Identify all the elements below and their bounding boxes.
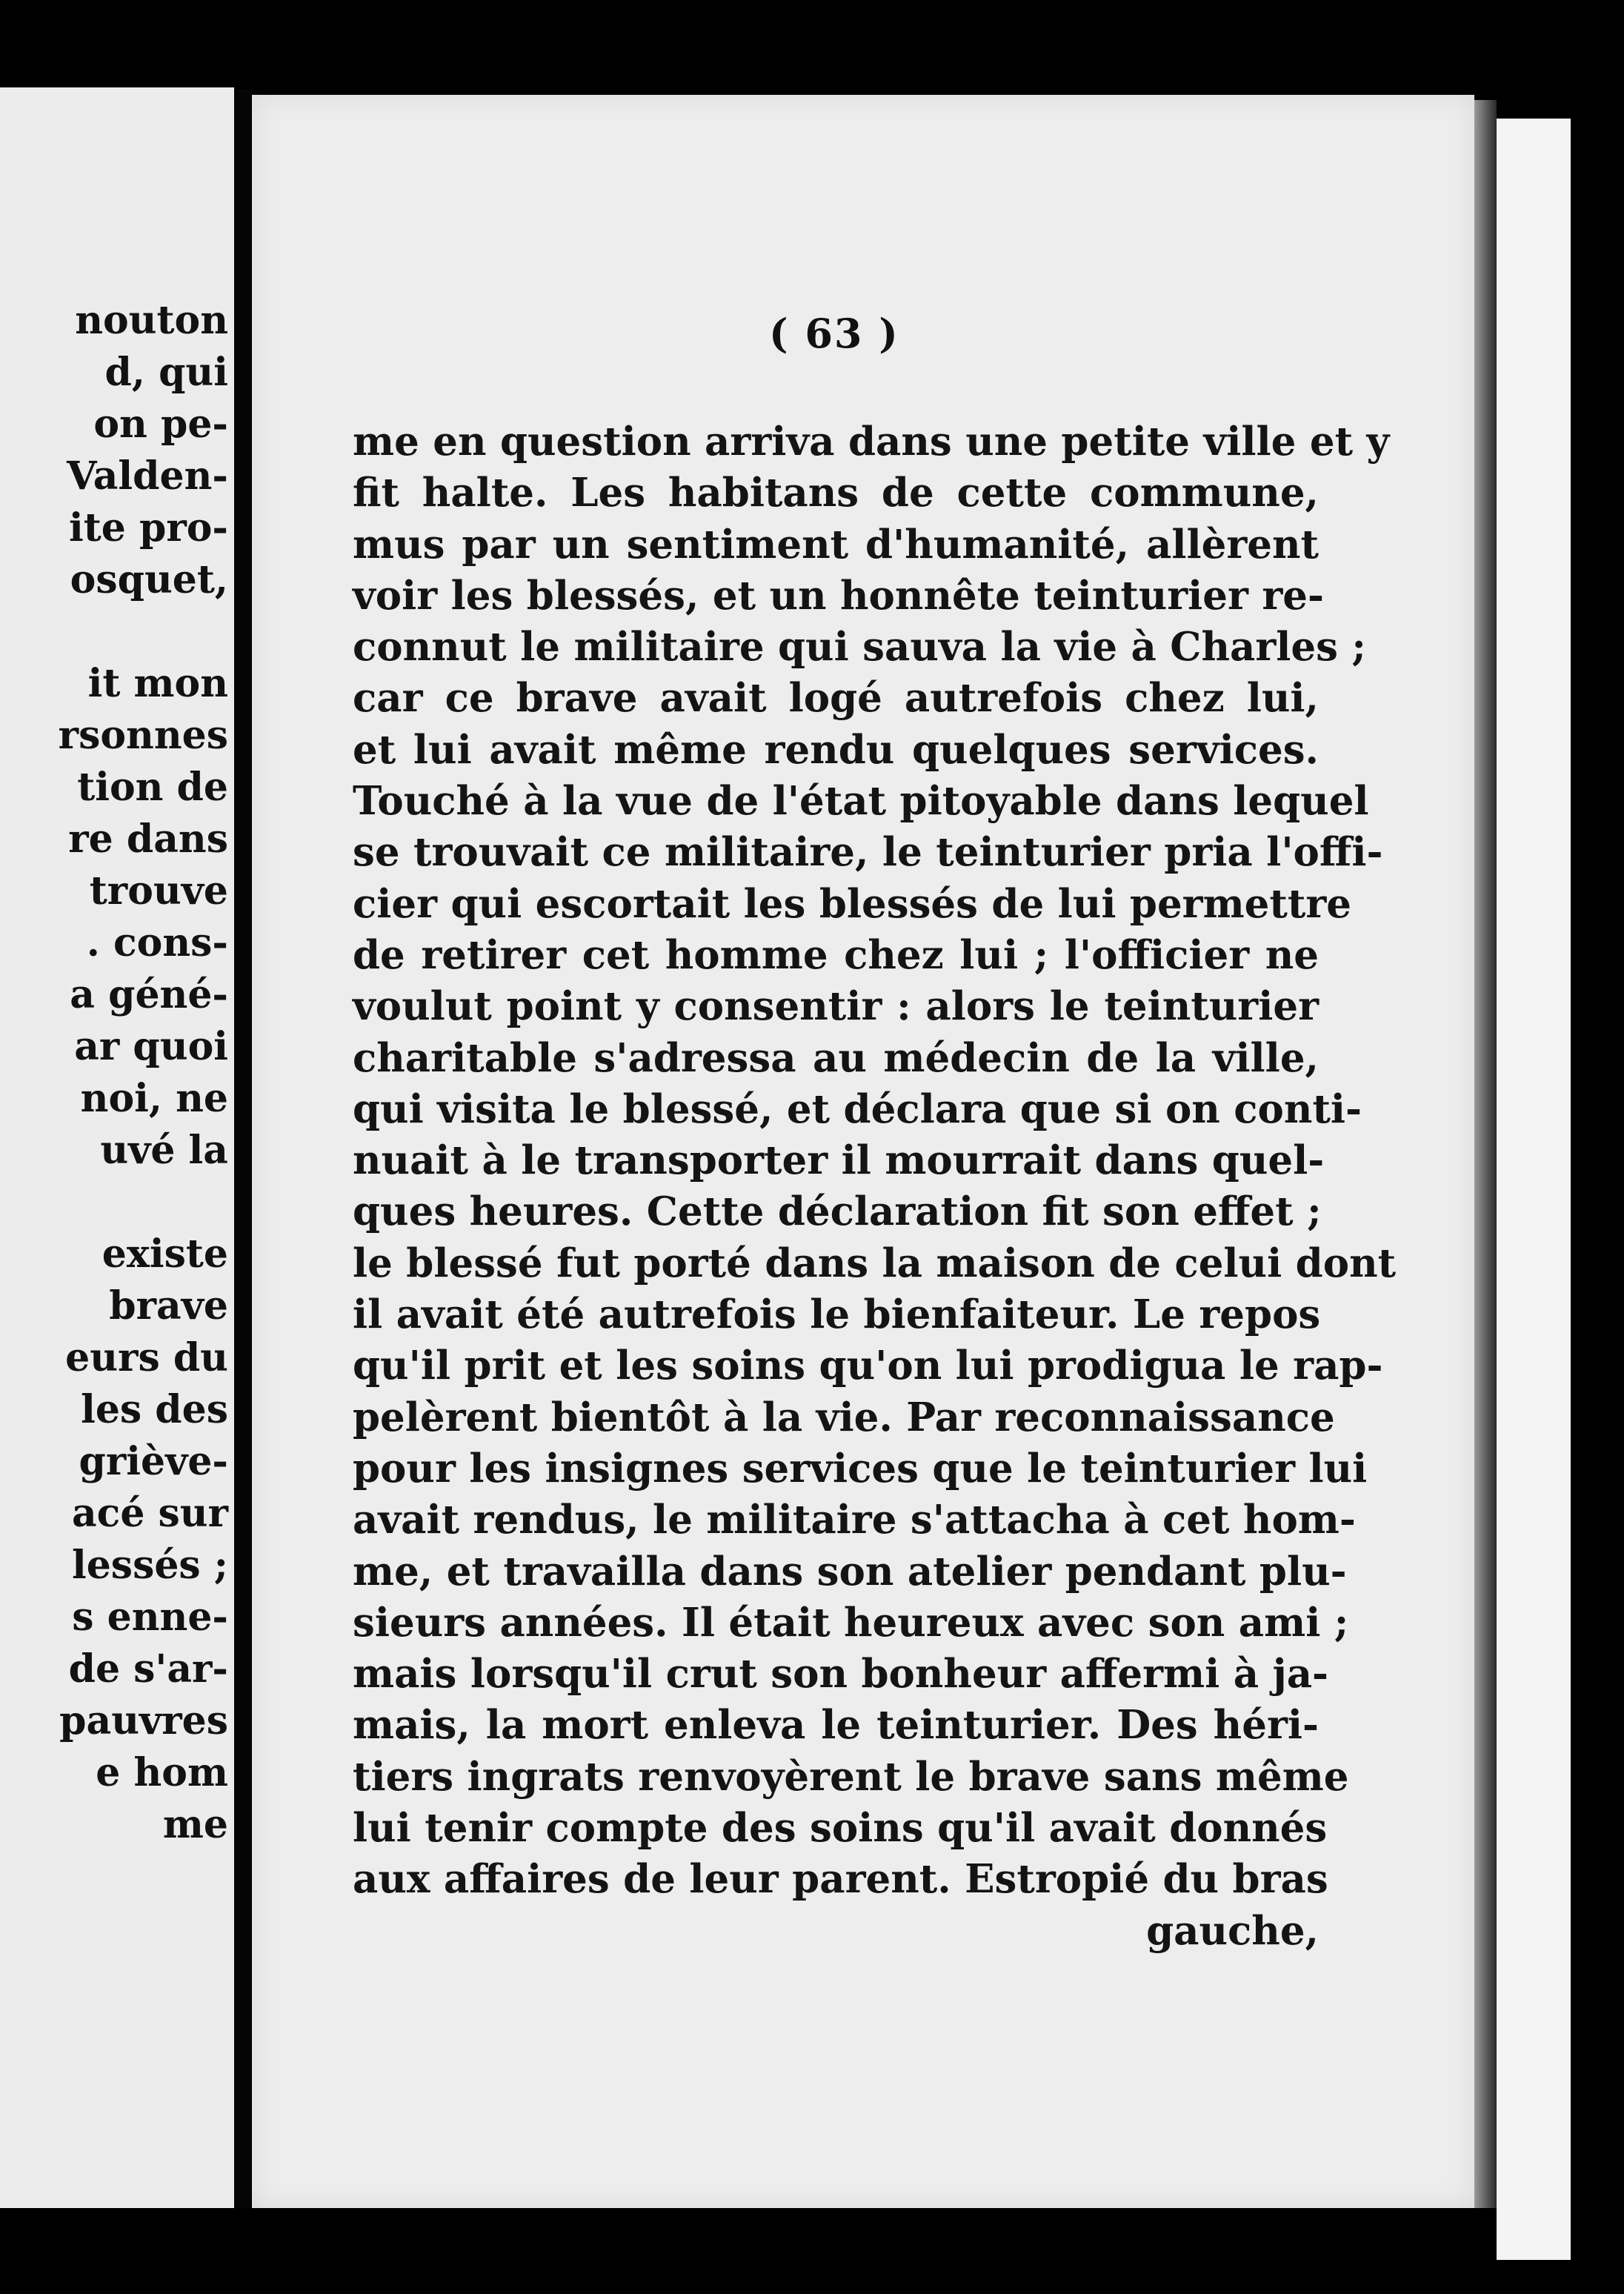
catchword: gauche, bbox=[1146, 1907, 1319, 1954]
left-text-line: noi, ne bbox=[80, 1076, 228, 1121]
left-text-line: grièvе- bbox=[79, 1439, 228, 1484]
page-number: ( 63 ) bbox=[769, 310, 899, 357]
left-text-line: eurs du bbox=[65, 1335, 228, 1380]
text-line: voulut point y consentir : alors le teinturier bbox=[353, 983, 1319, 1030]
text-line: qui visita le blessé, et déclara que si on conti- bbox=[353, 1086, 1362, 1132]
left-text-line: de s'ar- bbox=[68, 1646, 228, 1692]
text-line: il avait été autrefois le bienfaiteur. Le repos bbox=[353, 1291, 1321, 1338]
text-line: de retirer cet homme chez lui ; l'officier ne bbox=[353, 931, 1319, 978]
text-line: sieurs années. Il était heureux avec son ami ; bbox=[353, 1599, 1349, 1646]
text-line: lui tenir compte des soins qu'il avait donnés bbox=[353, 1805, 1328, 1852]
page-edge bbox=[1474, 100, 1497, 2208]
text-line: avait rendus, le militaire s'attacha à cet hom- bbox=[353, 1497, 1356, 1543]
left-text-line: les des bbox=[81, 1387, 228, 1432]
left-text-line: s enne- bbox=[72, 1595, 228, 1640]
left-text-line: d, qui bbox=[104, 350, 228, 395]
text-line: ques heures. Cette déclaration fit son effet ; bbox=[353, 1188, 1322, 1235]
text-line: car ce brave avait logé autrefois chez lui, bbox=[353, 675, 1319, 722]
left-text-line: ar quoi bbox=[74, 1024, 228, 1069]
left-text-line: uvé la bbox=[100, 1128, 228, 1173]
text-line: le blessé fut porté dans la maison de celui dont bbox=[353, 1240, 1397, 1286]
text-line: voir les blessés, et un honnête teinturier re- bbox=[353, 572, 1325, 619]
text-line: qu'il prit et les soins qu'on lui prodigua le rap- bbox=[353, 1343, 1383, 1389]
left-text-line: re dans bbox=[68, 817, 228, 862]
left-text-line: existe bbox=[102, 1231, 228, 1277]
left-text-line: rsonnes bbox=[58, 713, 228, 758]
left-text-line: pauvres bbox=[59, 1698, 228, 1743]
text-line: pelèrent bientôt à la vie. Par reconnaissance bbox=[353, 1394, 1335, 1440]
left-text-line: trouve bbox=[89, 868, 228, 914]
text-line: se trouvait ce militaire, le teinturier pria l'offi- bbox=[353, 829, 1383, 876]
text-line: mus par un sentiment d'humanité, allèrent bbox=[353, 521, 1319, 568]
left-text-line: lessés ; bbox=[71, 1543, 228, 1588]
left-text-line: nouton bbox=[75, 298, 228, 343]
text-line: nuait à le transporter il mourrait dans quel- bbox=[353, 1137, 1325, 1184]
text-line: mais, la mort enleva le teinturier. Des héri- bbox=[353, 1702, 1319, 1749]
left-text-line: it mon bbox=[87, 661, 228, 706]
text-line: aux affaires de leur parent. Estropié du bras bbox=[353, 1856, 1328, 1903]
left-text-line: Valden- bbox=[67, 453, 228, 499]
text-line: charitable s'adressa au médecin de la ville, bbox=[353, 1034, 1319, 1081]
book-gutter bbox=[234, 89, 250, 2208]
text-line: cier qui escortait les blessés de lui permettre bbox=[353, 880, 1352, 927]
left-text-line: e hom bbox=[96, 1750, 228, 1795]
text-line: fit halte. Les habitans de cette commune, bbox=[353, 470, 1319, 516]
text-line: mais lorsqu'il crut son bonheur affermi à ja- bbox=[353, 1651, 1329, 1698]
left-text-line: a géné- bbox=[70, 972, 228, 1017]
left-text-line: on pe- bbox=[93, 402, 228, 447]
text-line: Touché à la vue de l'état pitoyable dans lequel bbox=[353, 778, 1369, 825]
left-text-line: . cons- bbox=[86, 920, 228, 965]
body-text bbox=[353, 416, 1397, 1957]
text-line: et lui avait même rendu quelques services. bbox=[353, 726, 1319, 773]
text-line: tiers ingrats renvoyèrent le brave sans même bbox=[353, 1753, 1349, 1800]
text-line: pour les insignes services que le teinturier lui bbox=[353, 1445, 1368, 1492]
text-line: me en question arriva dans une petite ville et y bbox=[353, 419, 1390, 465]
text-line: connut le militaire qui sauva la vie à Charles ; bbox=[353, 624, 1366, 671]
left-text-line: ite pro- bbox=[69, 505, 228, 551]
left-text-line: me bbox=[162, 1802, 228, 1847]
left-page bbox=[0, 87, 234, 2208]
left-text-line: acé sur bbox=[71, 1491, 228, 1536]
page-edge-light bbox=[1497, 119, 1571, 2260]
left-text-line: osquet, bbox=[70, 557, 228, 602]
left-text-line: brave bbox=[109, 1283, 228, 1329]
left-text-line: tion de bbox=[77, 765, 228, 810]
text-line: me, et travailla dans son atelier pendant plu- bbox=[353, 1548, 1347, 1595]
